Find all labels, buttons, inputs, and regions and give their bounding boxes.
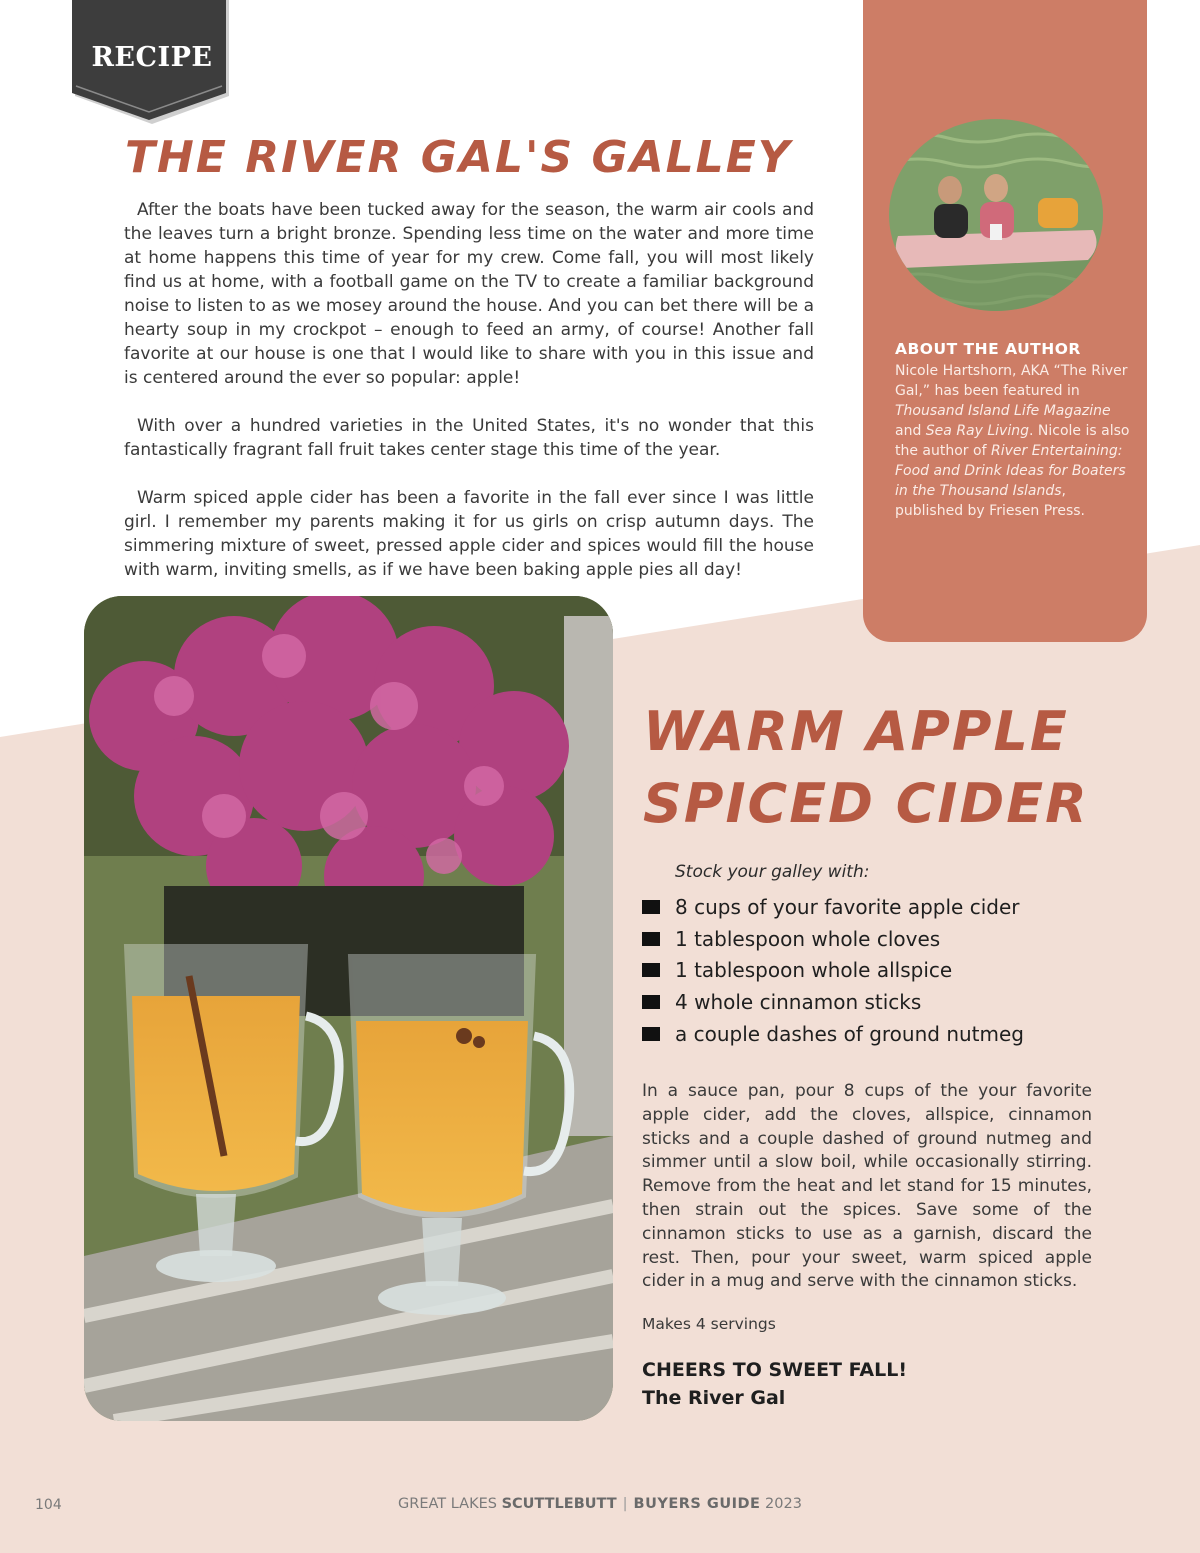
ingredient-item xyxy=(642,891,1024,923)
footer-pub-name: SCUTTLEBUTT xyxy=(501,1496,617,1512)
footer-publication xyxy=(0,1496,1200,1512)
author-photo xyxy=(888,118,1104,312)
ingredient-item xyxy=(642,955,1024,987)
author-bio-text: Nicole Hartshorn, AKA “The River Gal,” has been featured in xyxy=(895,363,1128,399)
book-title: River Entertaining: Food and Drink Ideas for Boaters in the Thousand Islands xyxy=(895,443,1126,499)
servings-note: Makes 4 servings xyxy=(642,1315,776,1333)
square-bullet-icon xyxy=(642,995,660,1009)
publication-name: Sea Ray Living xyxy=(925,423,1029,439)
intro-paragraph: Warm spiced apple cider has been a favorite in the fall ever since I was little girl. I remember my parents making it for us girls on crisp autumn days. The simmering mixture of sweet, pressed apple cider and spices would fill the house with warm, inviting smells, as if we have been baking apple pies all day! xyxy=(124,488,814,580)
ingredient-item xyxy=(642,923,1024,955)
square-bullet-icon xyxy=(642,900,660,914)
signoff-name: The River Gal xyxy=(642,1387,786,1409)
recipe-title xyxy=(643,696,1089,840)
author-bio-text: . Nicole is also the author of xyxy=(895,423,1130,459)
ingredient-item xyxy=(642,986,1024,1018)
square-bullet-icon xyxy=(642,932,660,946)
square-bullet-icon xyxy=(642,963,660,977)
ingredient-text: a couple dashes of ground nutmeg xyxy=(675,1022,1024,1047)
ingredient-text: 1 tablespoon whole cloves xyxy=(675,926,941,951)
ingredient-text: 1 tablespoon whole allspice xyxy=(675,958,953,983)
page-title: THE RIVER GAL'S GALLEY xyxy=(125,132,792,183)
cider-photo xyxy=(84,596,613,1421)
ingredient-text: 8 cups of your favorite apple cider xyxy=(675,894,1020,919)
recipe-title-line: WARM APPLE xyxy=(643,700,1069,763)
ingredient-item xyxy=(642,1018,1024,1050)
ingredients-heading: Stock your galley with: xyxy=(675,862,870,882)
footer-separator: | xyxy=(622,1496,628,1512)
signoff-headline: CHEERS TO SWEET FALL! xyxy=(642,1359,908,1381)
author-bio xyxy=(895,361,1130,521)
footer-pub-prefix: GREAT LAKES xyxy=(398,1496,502,1512)
intro-paragraph: After the boats have been tucked away for the season, the warm air cools and the leaves turn a bright bronze. Spending less time on the water and more time at home happens this time of year for my crew. Come fall, you will most likely find us at home, with a football game on the TV to create a familiar background noise to listen to as we mosey around the house. And you can bet there will be a hearty soup in my crockpot – enough to feed an army, of course! Another fall favorite at our house is one that I would like to share with you in this issue and is centered around the ever so popular: apple! xyxy=(124,200,814,388)
intro-paragraph: With over a hundred varieties in the United States, it's no wonder that this fantastically fragrant fall fruit takes center stage this time of the year. xyxy=(124,416,814,460)
recipe-instructions: In a sauce pan, pour 8 cups of the your favorite apple cider, add the cloves, allspice, cinnamon sticks and a couple dashed of ground nutmeg and simmer until a slow boil, while occasionally stirring. Remove from the heat and let stand for 15 minutes, then strain out the spices. Save some of the cinnamon sticks to use as a garnish, discard the rest. Then, pour your sweet, warm spiced apple cider in a mug and serve with the cinnamon sticks. xyxy=(642,1081,1092,1292)
author-panel xyxy=(863,0,1147,642)
page-number: 104 xyxy=(35,1497,62,1513)
recipe-title-line: SPICED CIDER xyxy=(643,772,1089,835)
author-heading: ABOUT THE AUTHOR xyxy=(895,340,1081,358)
intro-text xyxy=(124,198,814,606)
author-bio-text: , published by Friesen Press. xyxy=(895,483,1085,519)
publication-name: Thousand Island Life Magazine xyxy=(895,403,1111,419)
author-bio-text: and xyxy=(895,423,926,439)
recipe-tab-label: RECIPE xyxy=(91,42,213,73)
ingredients-list xyxy=(642,891,1024,1050)
footer-year: 2023 xyxy=(760,1496,802,1512)
footer-guide-name: BUYERS GUIDE xyxy=(633,1496,761,1512)
square-bullet-icon xyxy=(642,1027,660,1041)
ingredient-text: 4 whole cinnamon sticks xyxy=(675,990,922,1015)
